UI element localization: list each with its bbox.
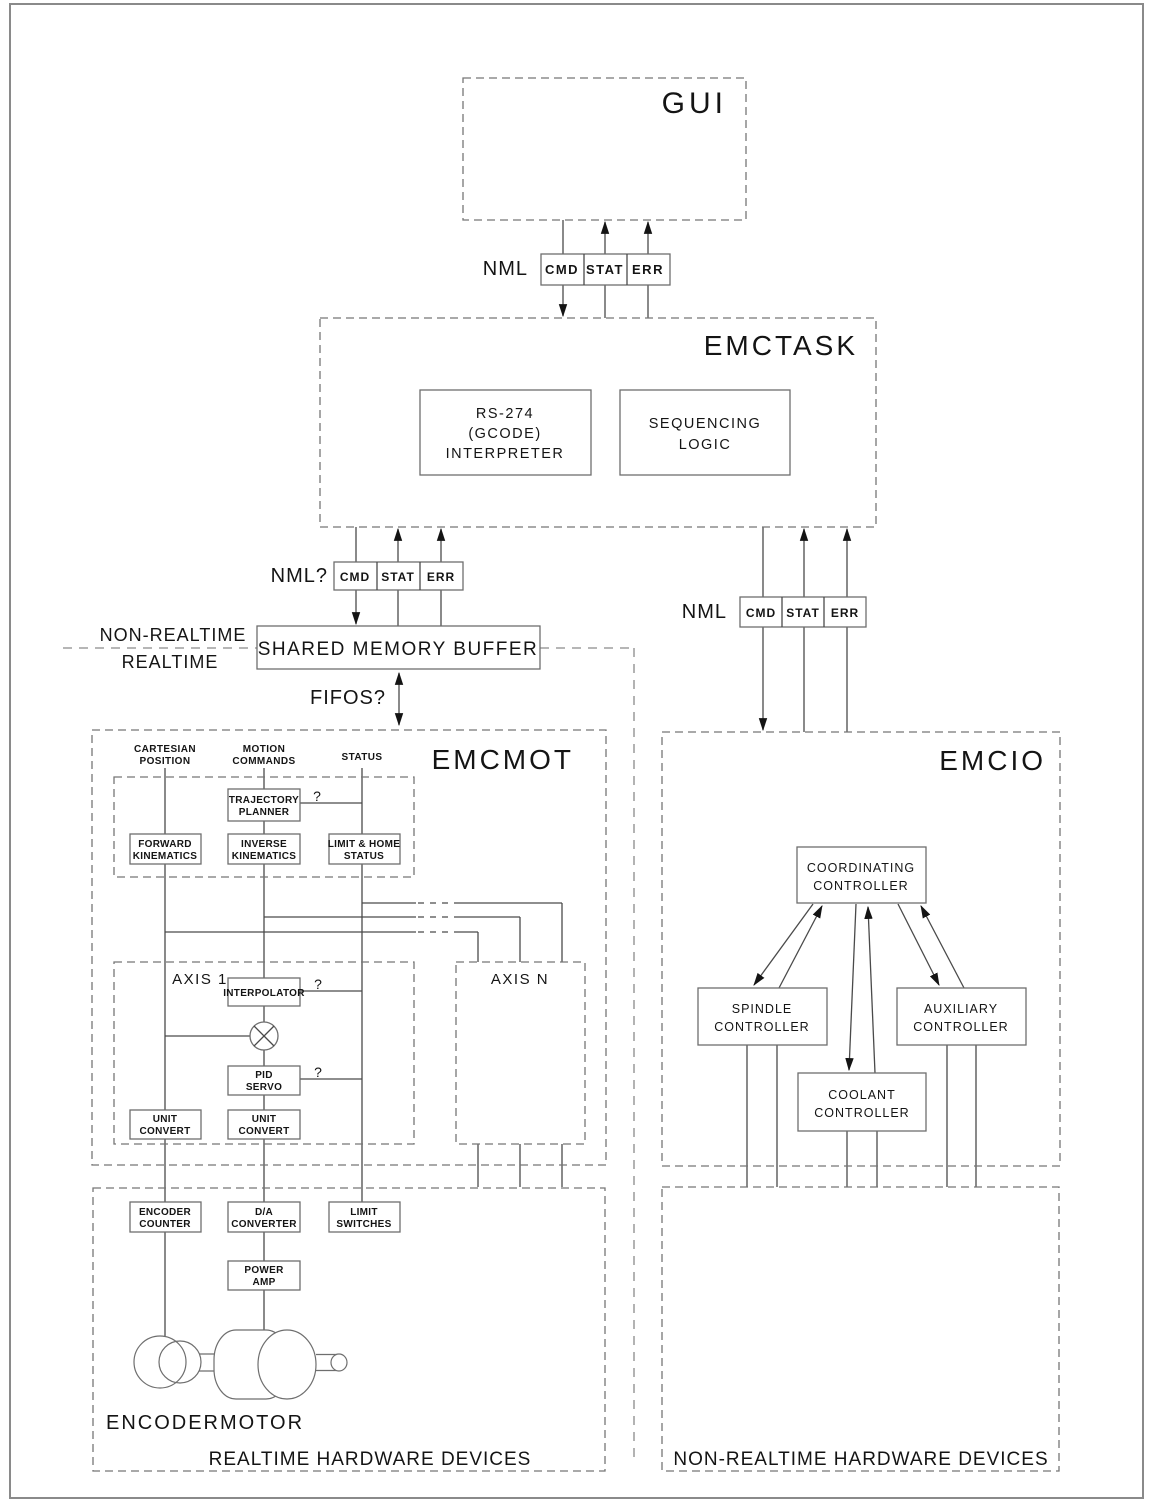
svg-text:TRAJECTORY: TRAJECTORY [228, 795, 300, 806]
connector-lines [165, 220, 976, 1337]
motor-drawing [214, 1330, 347, 1399]
limit-switches-box [329, 1202, 400, 1232]
svg-text:CONVERTER: CONVERTER [231, 1219, 297, 1230]
stat-cell: STAT [786, 606, 820, 620]
shared-memory-label: SHARED MEMORY BUFFER [257, 639, 539, 660]
cmd-cell: CMD [544, 262, 580, 277]
cmd-cell: CMD [745, 606, 777, 620]
realtime-label: REALTIME [121, 652, 219, 672]
nml-left-label: NML? [270, 565, 328, 587]
gui-title: GUI [661, 87, 727, 120]
emctask-title: EMCTASK [703, 330, 858, 361]
interpreter-line1: RS-274 [475, 406, 535, 422]
axis-n-label: AXIS N [490, 971, 550, 988]
svg-text:ENCODER: ENCODER [138, 1207, 192, 1218]
svg-text:CONTROLLER: CONTROLLER [913, 1020, 1009, 1034]
interpreter-line3: INTERPRETER [445, 446, 565, 462]
svg-text:SWITCHES: SWITCHES [336, 1219, 392, 1230]
question-mark: ? [313, 788, 321, 804]
svg-text:KINEMATICS: KINEMATICS [231, 851, 297, 862]
svg-text:SERVO: SERVO [245, 1082, 283, 1093]
nml-left-channel [271, 562, 463, 590]
nml-right-channel [682, 597, 866, 627]
interpolator-box [223, 978, 305, 1006]
question-mark: ? [314, 976, 322, 992]
coordinating-controller-box [797, 847, 926, 903]
svg-text:LIMIT & HOME: LIMIT & HOME [327, 839, 401, 850]
svg-text:CONTROLLER: CONTROLLER [814, 1106, 910, 1120]
svg-text:UNIT: UNIT [152, 1114, 178, 1125]
shared-memory-buffer [257, 626, 540, 669]
emcio-box [662, 732, 1060, 1166]
question-mark: ? [314, 1064, 322, 1080]
err-cell: ERR [632, 262, 664, 277]
axis-n-border [456, 962, 585, 1144]
svg-text:CONVERT: CONVERT [238, 1126, 290, 1137]
emcmot-border [92, 730, 606, 1165]
trajectory-planner-box [228, 789, 300, 821]
nml-right-label: NML [681, 601, 727, 623]
svg-text:COOLANT: COOLANT [828, 1088, 896, 1102]
axis-1-label: AXIS 1 [172, 971, 228, 988]
nml-top-channel [483, 254, 670, 285]
gcode-interpreter-box [420, 390, 591, 475]
svg-text:POWER: POWER [244, 1265, 284, 1276]
svg-text:PID: PID [255, 1070, 273, 1081]
nml-top-label: NML [482, 258, 528, 280]
encoder-label: ENCODER [105, 1412, 221, 1434]
motion-commands-label: MOTION [242, 744, 286, 755]
encoder-drawing [134, 1336, 216, 1388]
realtime-hardware-box [93, 1188, 605, 1471]
status-label: STATUS [341, 752, 383, 763]
svg-text:LIMIT: LIMIT [350, 1207, 378, 1218]
svg-text:KINEMATICS: KINEMATICS [132, 851, 198, 862]
svg-text:COUNTER: COUNTER [139, 1219, 191, 1230]
emcio-title: EMCIO [939, 745, 1046, 776]
power-amp-box [228, 1261, 300, 1290]
err-cell: ERR [830, 606, 860, 620]
svg-text:FORWARD: FORWARD [138, 839, 192, 850]
motion-commands-label2: COMMANDS [232, 756, 296, 767]
sequencing-line2: LOGIC [678, 437, 732, 453]
nonrealtime-hardware-border [662, 1187, 1059, 1471]
non-realtime-label: NON-REALTIME [99, 625, 247, 645]
stat-cell: STAT [585, 262, 625, 277]
spindle-controller-box [698, 988, 827, 1045]
err-cell: ERR [426, 570, 456, 584]
cmd-cell: CMD [339, 570, 371, 584]
svg-text:CONVERT: CONVERT [139, 1126, 191, 1137]
realtime-hardware-label: REALTIME HARDWARE DEVICES [208, 1449, 532, 1470]
svg-text:CONTROLLER: CONTROLLER [714, 1020, 810, 1034]
gui-box [463, 78, 746, 220]
interpreter-line2: (GCODE) [468, 426, 542, 442]
da-converter-box [228, 1202, 300, 1232]
svg-text:INVERSE: INVERSE [240, 839, 288, 850]
unit-convert-box [130, 1110, 201, 1139]
encoder-counter-box [130, 1202, 201, 1232]
fifos-label: FIFOS? [309, 687, 386, 709]
emctask-box [320, 318, 876, 527]
svg-text:INTERPOLATOR: INTERPOLATOR [223, 988, 305, 999]
motor-label: MOTOR [219, 1412, 305, 1434]
axis-n-box [456, 962, 585, 1144]
svg-text:COORDINATING: COORDINATING [806, 861, 916, 875]
sequencing-logic-box [620, 390, 790, 475]
coolant-io-lines [847, 1131, 877, 1187]
inverse-kinematics-box [228, 834, 300, 864]
svg-text:UNIT: UNIT [251, 1114, 277, 1125]
svg-text:AMP: AMP [252, 1277, 276, 1288]
cartesian-position-label: CARTESIAN [134, 744, 196, 755]
stat-cell: STAT [381, 570, 415, 584]
forward-kinematics-box [130, 834, 201, 864]
svg-text:D/A: D/A [254, 1207, 274, 1218]
nonrealtime-hardware-label: NON-REALTIME HARDWARE DEVICES [673, 1449, 1049, 1470]
coolant-controller-box [798, 1073, 926, 1131]
cartesian-position-label2: POSITION [139, 756, 191, 767]
nonrealtime-hardware-box [662, 1187, 1059, 1471]
unit-convert-box [228, 1110, 300, 1139]
svg-text:CONTROLLER: CONTROLLER [813, 879, 909, 893]
emcmot-title: EMCMOT [431, 744, 574, 775]
svg-text:PLANNER: PLANNER [238, 807, 290, 818]
pid-servo-box [228, 1066, 300, 1095]
axis-n-branch-lines [165, 903, 562, 962]
auxiliary-controller-box [897, 988, 1026, 1045]
svg-text:SPINDLE: SPINDLE [731, 1002, 793, 1016]
svg-text:AUXILIARY: AUXILIARY [923, 1002, 999, 1016]
sequencing-line1: SEQUENCING [648, 416, 762, 432]
emcmot-box [92, 730, 606, 1165]
summing-junction [250, 1022, 278, 1050]
limit-home-status-box [328, 834, 401, 864]
svg-text:STATUS: STATUS [343, 851, 385, 862]
